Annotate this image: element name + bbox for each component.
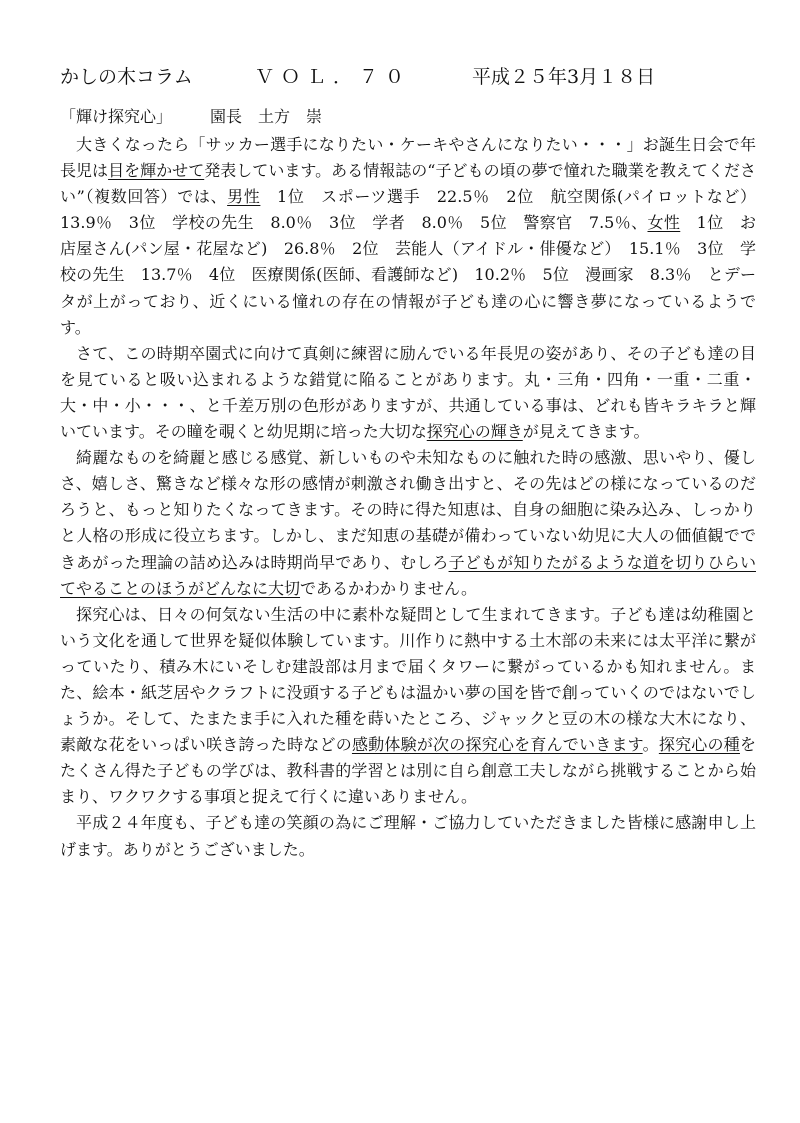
text-run: 大きくなったら「サッカー選手になりたい・ケーキやさんになりたい・・・」お誕生日会で年長児は bbox=[60, 135, 756, 181]
underlined-text: 女性 bbox=[647, 213, 681, 233]
text-run: 1位 お店屋さん(パン屋・花屋など) 26.8％ 2位 芸能人（アイドル・俳優など） 15.1％ 3位 学校の先生 13.7％ 4位 医療関係(医師、看護師など) 10.2％ 5位 漫画家 8.3％ とデータが上がっており、近くにいる憧れの存在の情報が子ども達の心に響き夢になっているようです。 bbox=[60, 213, 756, 337]
paragraph bbox=[60, 445, 756, 602]
text-run: さて、この時期卒園式に向けて真剣に練習に励んでいる年長児の姿があり、その子ども達の目を見ていると吸い込まれるような錯覚に陥ることがあります。丸・三角・四角・一重・二重・大・中・小・・・、と千差万別の色形がありますが、共通している事は、どれも皆キラキラと輝いています。その瞳を覗くと幼児期に培った大切な bbox=[60, 343, 756, 442]
issue-date: 平成２５年3月１８日 bbox=[472, 66, 656, 88]
text-run: が見えてきます。 bbox=[522, 422, 650, 442]
text-run: をたくさん得た子どもの学びは、教科書的学習とは別に自ら創意工夫しながら挑戦することから始まり、ワクワクする事項と捉えて行くに違いありません。 bbox=[60, 735, 756, 807]
underlined-text: 探究心の種 bbox=[658, 735, 740, 755]
paragraph bbox=[60, 132, 756, 341]
article-author: 園長 土方 崇 bbox=[210, 107, 323, 126]
underlined-text: 感動体験が次の探究心を育んでいきます bbox=[351, 735, 643, 755]
underlined-text: 探究心の輝き bbox=[426, 422, 523, 442]
article-title: 「輝け探究心」 bbox=[60, 107, 173, 126]
text-run: 平成２４年度も、子ども達の笑顔の為にご理解・ご協力していただきました皆様に感謝申し上げます。ありがとうございました。 bbox=[60, 813, 756, 859]
paragraph bbox=[60, 810, 756, 862]
text-run: 1位 スポーツ選手 22.5％ 2位 航空関係(パイロットなど）13.9％ 3位 学校の先生 8.0％ 3位 学者 8.0％ 5位 警察官 7.5％、 bbox=[60, 187, 756, 233]
underlined-text: 男性 bbox=[227, 187, 261, 207]
article-body bbox=[60, 132, 756, 863]
column-header bbox=[60, 62, 750, 88]
underlined-text: 目を輝かせて bbox=[108, 161, 205, 181]
paragraph bbox=[60, 602, 756, 811]
text-run: 。 bbox=[642, 735, 659, 755]
underlined-text: 子どもが知りたがるような道を切りひらいてやることのほうがどんなに大切 bbox=[60, 552, 756, 598]
text-run: であるかわかりません。 bbox=[300, 578, 477, 598]
paragraph bbox=[60, 341, 756, 445]
text-run: 綺麗なものを綺麗と感じる感覚、新しいものや未知なものに触れた時の感激、思いやり、優しさ、嬉しさ、驚きなど様々な形の感情が刺激され働き出すと、その先はどの様になっているのだろうと、もっと知りたくなってきます。その時に得た知恵は、自身の細胞に染み込み、しっかりと人格の形成に役立ちます。しかし、まだ知恵の基礎が備わっていない幼児に大人の価値観でできあがった理論の詰め込みは時期尚早であり、むしろ bbox=[60, 448, 756, 572]
text-run: 探究心は、日々の何気ない生活の中に素朴な疑問として生まれてきます。子ども達は幼稚園という文化を通して世界を疑似体験しています。川作りに熱中する土木部の未来には太平洋に繋がっていたり、積み木にいそしむ建設部は月まで届くタワーに繋がっているかも知れません。また、絵本・紙芝居やクラフトに没頭する子どもは温かい夢の国を皆で創っていくのではないでしょうか。そして、たまたま手に入れた種を蒔いたところ、ジャックと豆の木の様な大木になり、素敵な花をいっぱい咲き誇った時などの bbox=[60, 604, 756, 755]
column-name: かしの木コラム bbox=[60, 66, 193, 88]
text-run: 発表しています。ある情報誌の“子どもの頃の夢で憧れた職業を教えてください”（複数回答）では、 bbox=[60, 161, 756, 207]
volume-number: ＶＯＬ．７０ bbox=[255, 66, 412, 88]
